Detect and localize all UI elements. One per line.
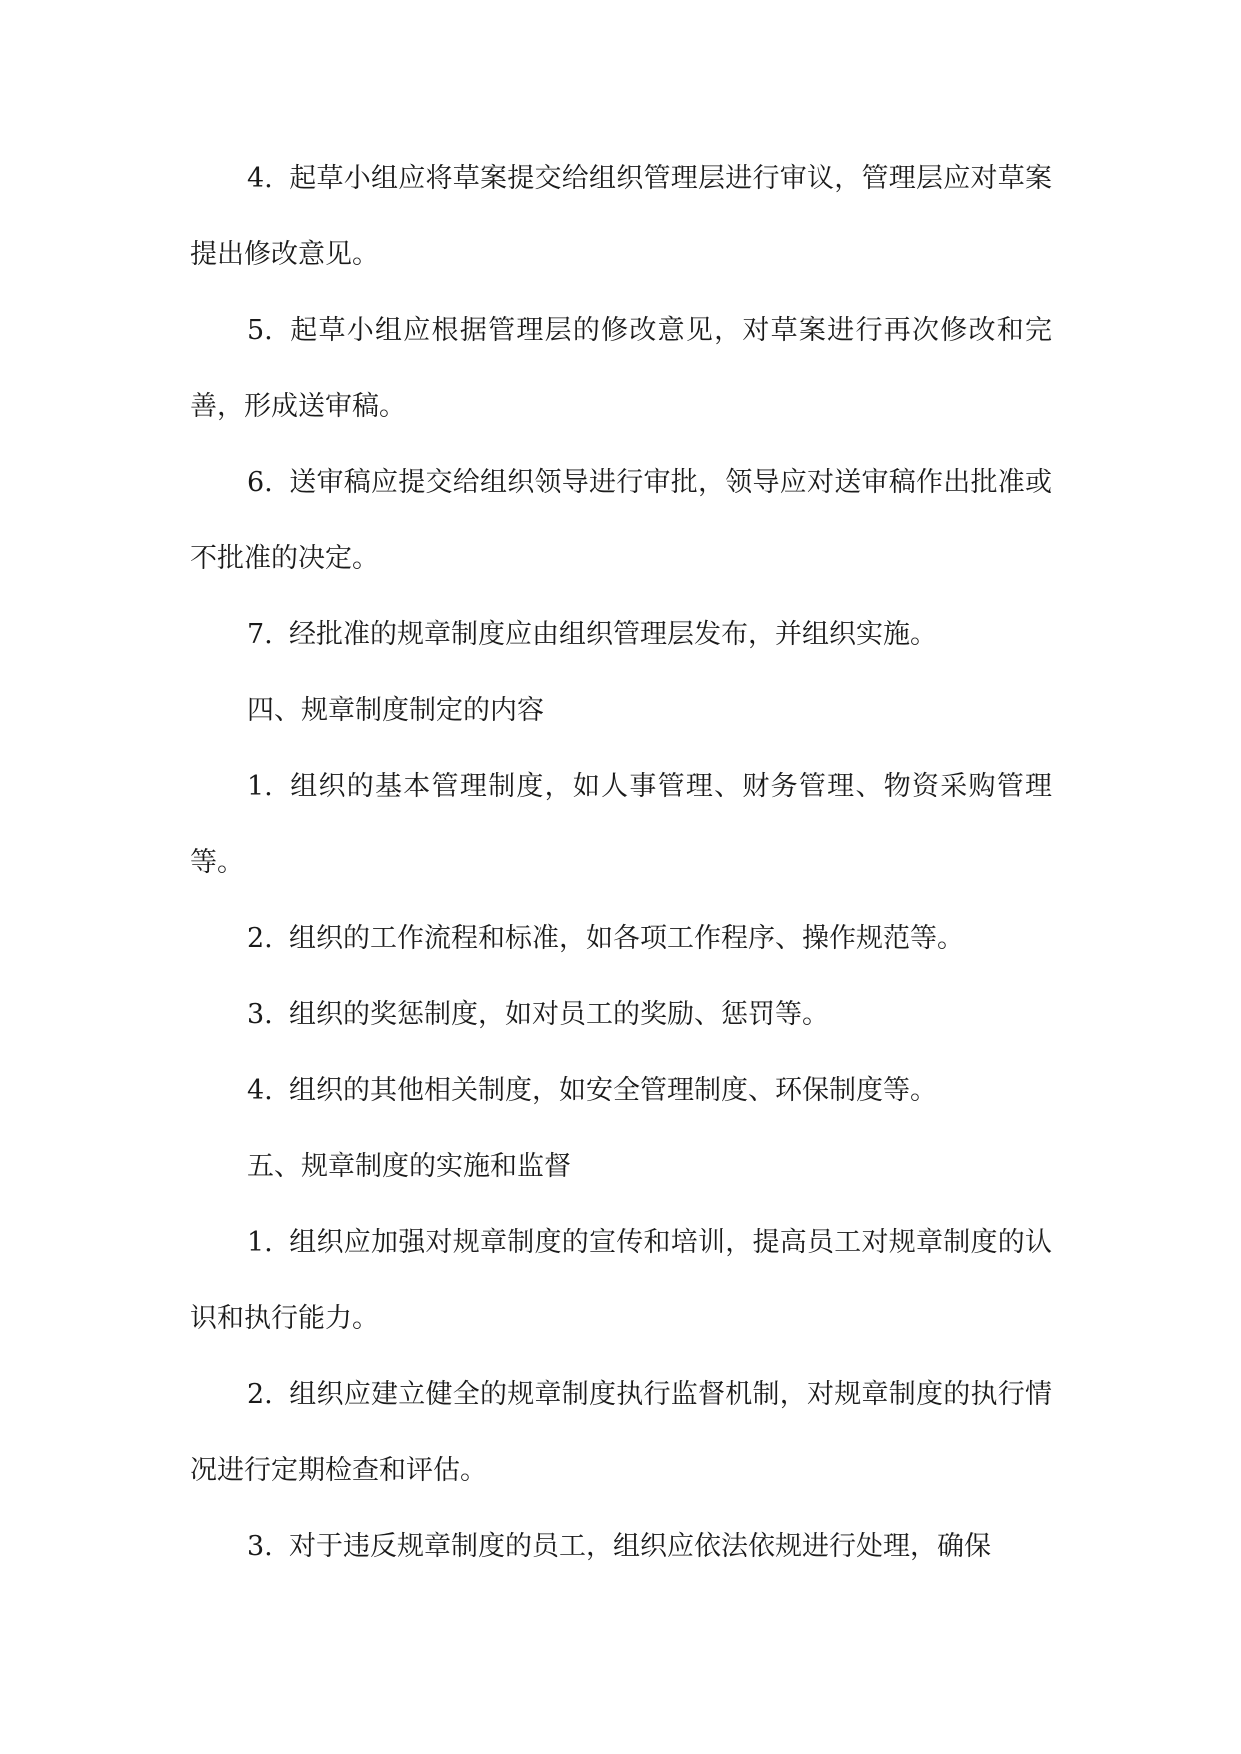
paragraph-item-6	[190, 445, 1052, 597]
section-heading-4	[190, 673, 1052, 749]
implementation-item-1	[190, 1205, 1052, 1357]
paragraph-number: 3.	[247, 999, 273, 1030]
paragraph-text: 组织应加强对规章制度的宣传和培训，提高员工对规章制度的认识和执行能力。	[190, 1227, 1052, 1334]
section-heading-text: 五、规章制度的实施和监督	[247, 1151, 571, 1182]
paragraph-text: 送审稿应提交给组织领导进行审批，领导应对送审稿作出批准或不批准的决定。	[190, 467, 1052, 574]
content-item-1	[190, 749, 1052, 901]
paragraph-number: 4.	[247, 163, 273, 194]
paragraph-text: 组织的基本管理制度，如人事管理、财务管理、物资采购管理等。	[190, 771, 1052, 878]
paragraph-number: 7.	[247, 619, 273, 650]
paragraph-number: 4.	[247, 1075, 273, 1106]
paragraph-text: 组织的工作流程和标准，如各项工作程序、操作规范等。	[289, 923, 964, 954]
paragraph-number: 1.	[247, 1227, 273, 1258]
paragraph-item-5	[190, 293, 1052, 445]
paragraph-number: 2.	[247, 1379, 273, 1410]
section-heading-text: 四、规章制度制定的内容	[247, 695, 544, 726]
implementation-item-3	[190, 1509, 1052, 1585]
paragraph-text: 组织的其他相关制度，如安全管理制度、环保制度等。	[289, 1075, 937, 1106]
paragraph-number: 2.	[247, 923, 273, 954]
paragraph-number: 5.	[247, 315, 273, 346]
paragraph-text: 组织应建立健全的规章制度执行监督机制，对规章制度的执行情况进行定期检查和评估。	[190, 1379, 1052, 1486]
implementation-item-2	[190, 1357, 1052, 1509]
content-item-2	[190, 901, 1052, 977]
paragraph-item-4	[190, 141, 1052, 293]
document-body	[190, 141, 1052, 1585]
section-heading-5	[190, 1129, 1052, 1205]
content-item-4	[190, 1053, 1052, 1129]
paragraph-text: 起草小组应将草案提交给组织管理层进行审议，管理层应对草案提出修改意见。	[190, 163, 1052, 270]
paragraph-number: 3.	[247, 1531, 273, 1562]
paragraph-text: 经批准的规章制度应由组织管理层发布，并组织实施。	[289, 619, 937, 650]
paragraph-item-7	[190, 597, 1052, 673]
content-item-3	[190, 977, 1052, 1053]
paragraph-text: 组织的奖惩制度，如对员工的奖励、惩罚等。	[289, 999, 829, 1030]
paragraph-text: 起草小组应根据管理层的修改意见，对草案进行再次修改和完善，形成送审稿。	[190, 315, 1052, 422]
paragraph-number: 1.	[247, 771, 273, 802]
paragraph-number: 6.	[247, 467, 273, 498]
paragraph-text: 对于违反规章制度的员工，组织应依法依规进行处理，确保	[289, 1531, 991, 1562]
